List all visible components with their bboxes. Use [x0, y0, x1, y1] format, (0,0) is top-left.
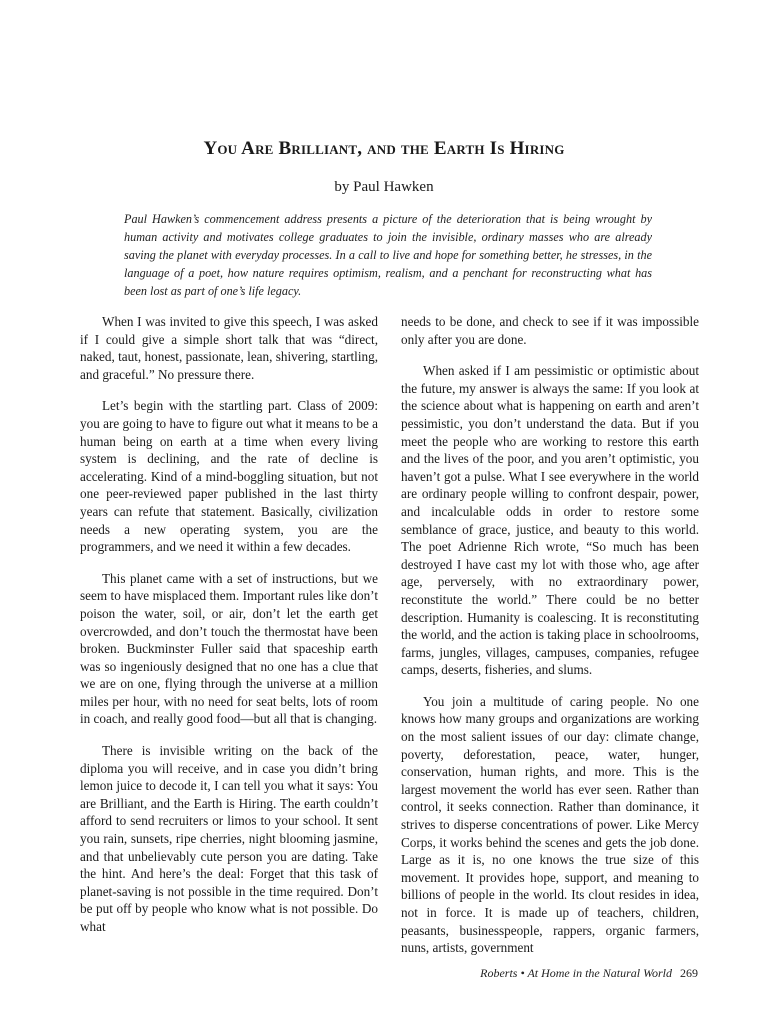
paragraph: This planet came with a set of instructions, but we seem to have misplaced them. Important rules like don’t poison the water, soil, or air, don’t let the earth get overcrowded, and don’t touch the thermostat have been broken. Buckminster Fuller said that spaceship earth was so ingeniously designed that no one has a clue that we are on one, flying through the universe at a million miles per hour, with no need for seat belts, lots of room in coach, and really good food—but all that is changing. [80, 570, 378, 727]
paragraph: You join a multitude of caring people. No one knows how many groups and organizations are working on the most salient issues of our day: climate change, poverty, deforestation, peace, water, hunger, conservation, human rights, and more. This is the largest movement the world has ever seen. Rather than control, it seeks connection. Rather than dominance, it strives to disperse concentrations of power. Like Mercy Corps, it works behind the scenes and gets the job done. Large as it is, no one knows the true size of this movement. It provides hope, support, and meaning to billions of people in the world. Its clout resides in idea, not in force. It is made up of teachers, children, peasants, businesspeople, rappers, organic farmers, nuns, artists, government [401, 693, 699, 956]
paragraph: When I was invited to give this speech, I was asked if I could give a simple short talk that was “direct, naked, taut, honest, passionate, lean, shivering, startling, and graceful.” No pressure there. [80, 314, 378, 382]
abstract: Paul Hawken’s commencement address presents a picture of the deterioration that is being wrought by human activity and motivates college graduates to join the invisible, ordinary masses who are already saving the planet with everyday processes. In a call to live and hope for something better, he stresses, in the language of a poet, how nature requires optimism, realism, and a penchant for reconstructing what has been lost as part of one’s life legacy. [124, 212, 652, 298]
paragraph: There is invisible writing on the back of the diploma you will receive, and in case you didn’t bring lemon juice to decode it, I can tell you what it says: You are Brilliant, and the Earth is Hiring. The earth couldn’t afford to send recruiters or limos to your school. It sent you rain, sunsets, ripe cherries, night blooming jasmine, and that unbelievably cute person you are dating. Take the hint. And here’s the deal: Forget that this task of planet-saving is not possible in the time required. Don’t be put off by people who know what is not possible. Do what [80, 743, 378, 934]
paragraph: Let’s begin with the startling part. Class of 2009: you are going to have to figure out what it means to be a human being on earth at a time when every living system is declining, and the rate of decline is accelerating. Kind of a mind-boggling situation, but not one peer-reviewed paper published in the last thirty years can refute that statement. Basically, civilization needs a new operating system, you are the programmers, and we need it within a few decades. [80, 398, 378, 555]
author-byline: by Paul Hawken [334, 179, 434, 195]
page-footer [480, 966, 698, 981]
page-number: 269 [680, 966, 698, 980]
article-title: You Are Brilliant, and the Earth Is Hiring [203, 138, 565, 159]
running-head: Roberts • At Home in the Natural World [480, 966, 672, 980]
left-column [80, 313, 378, 950]
paragraph: When asked if I am pessimistic or optimistic about the future, my answer is always the same: If you look at the science about what is happening on earth and aren’t pessimistic, you don’t understand the data. But if you meet the people who are working to restore this earth and the lives of the poor, and you aren’t optimistic, you haven’t got a pulse. What I see everywhere in the world are ordinary people willing to confront despair, power, and incalculable odds in order to restore some semblance of grace, justice, and beauty to this world. The poet Adrienne Rich wrote, “So much has been destroyed I have cast my lot with those who, age after age, perversely, with no extraordinary power, reconstitute the world.” There could be no better description. Humanity is coalescing. It is reconstituting the world, and the action is taking place in schoolrooms, farms, jungles, villages, campuses, companies, refugee camps, deserts, fisheries, and slums. [401, 363, 699, 678]
paragraph-continuation: needs to be done, and check to see if it was impossible only after you are done. [401, 314, 699, 347]
right-column [401, 313, 699, 971]
